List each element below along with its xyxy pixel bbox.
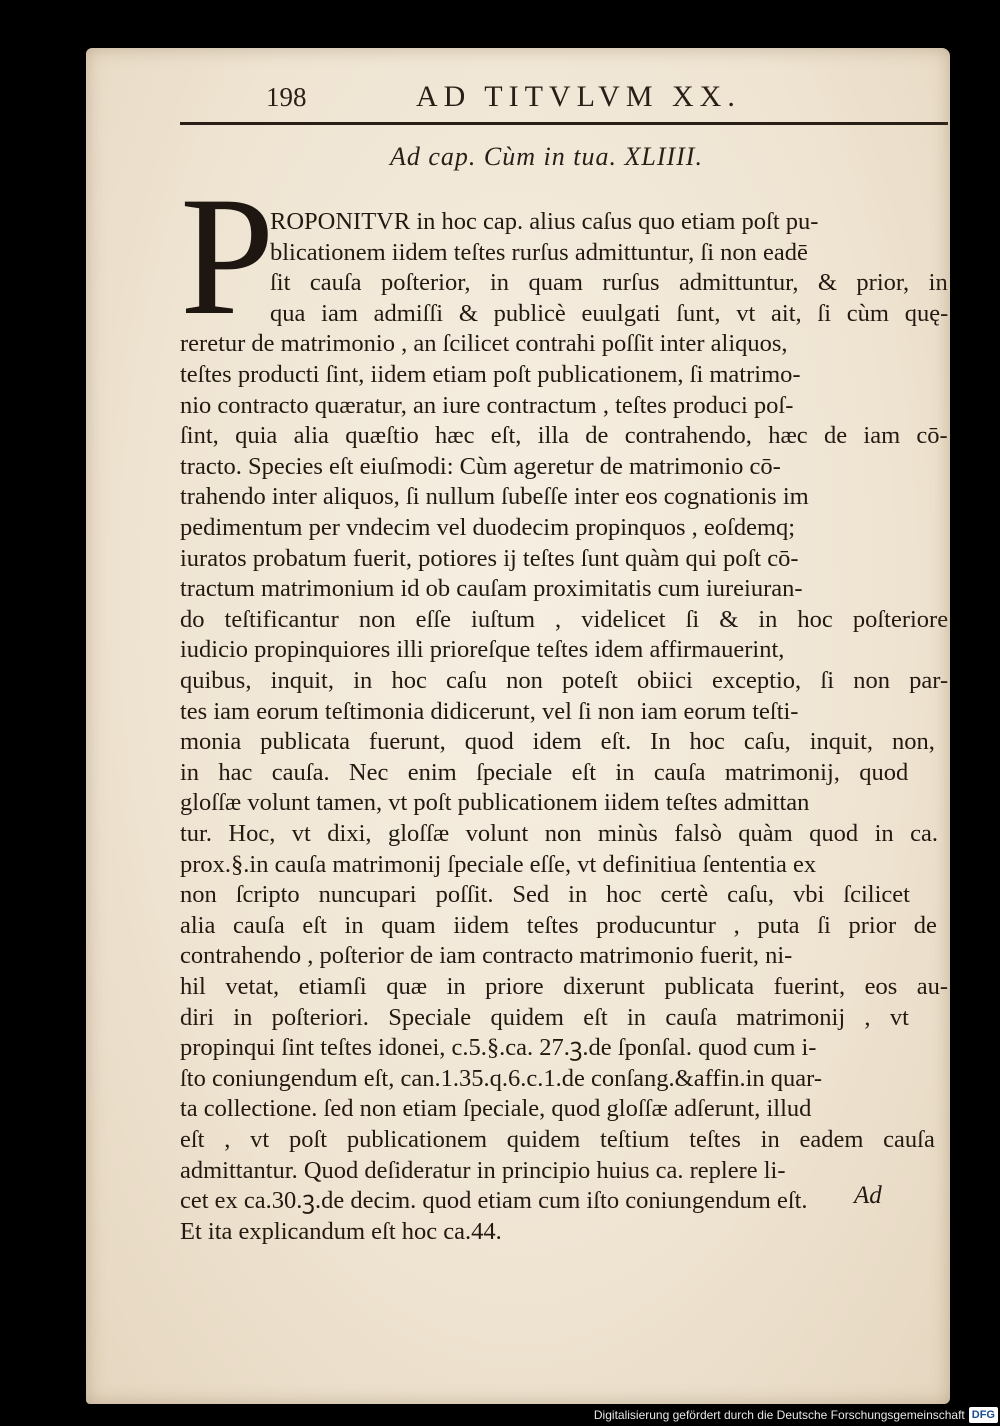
text-line: nio contracto quæratur, an iure contractum , teſtes produci poſ- — [180, 391, 794, 419]
book-page — [86, 48, 950, 1404]
text-line: pedimentum per vndecim vel duodecim propinquos , eoſdemq; — [180, 514, 796, 541]
credit-text: Digitalisierung gefördert durch die Deutsche Forschungsgemeinschaft — [593, 1408, 965, 1422]
text-line: diri in poſteriori. Speciale quidem eſt in cauſa matrimonij , vt — [180, 1003, 909, 1031]
text-line: eſt , vt poſt publicationem quidem teſtium teſtes in eadem cauſa — [180, 1126, 935, 1153]
text-line: reretur de matrimonio , an ſcilicet contrahi poſſit inter aliquos, — [180, 330, 788, 358]
text-line: teſtes producti ſint, iidem etiam poſt publicationem, ſi matrimo- — [180, 361, 801, 388]
text-line: hil vetat, etiamſi quæ in priore dixerunt publicata fuerint, eos au- — [180, 973, 949, 1000]
text-line: tractum matrimonium id ob cauſam proximitatis cum iureiuran- — [180, 575, 803, 603]
catchword: Ad — [854, 1182, 882, 1209]
text-line: ſto coniungendum eſt, can.1.35.q.6.c.1.de conſang.&affin.in quar- — [180, 1064, 823, 1092]
text-line: tracto. Species eſt eiuſmodi: Cùm ageretur de matrimonio cō- — [180, 452, 781, 480]
text-line: ſit cauſa poſterior, in quam rurſus admittuntur, & prior, in — [270, 269, 948, 297]
text-line: quibus, inquit, in hoc caſu non poteſt obiici exceptio, ſi non par- — [180, 667, 949, 694]
text-line: propinqui ſint teſtes idonei, c.5.§.ca. 27.ꝫ.de ſponſal. quod cum i- — [180, 1034, 817, 1062]
text-line: tes iam eorum teſtimonia didicerunt, vel ſi non iam eorum teſti- — [180, 697, 799, 725]
text-line: contrahendo , poſterior de iam contracto matrimonio fuerit, ni- — [180, 942, 793, 970]
text-line: tur. Hoc, vt dixi, gloſſæ volunt non minùs falsò quàm quod in ca. — [180, 820, 938, 847]
text-line: cet ex ca.30.ꝫ.de decim. quod etiam cum iſto coniungendum eſt. — [180, 1187, 808, 1215]
folio-number: 198 — [266, 82, 307, 112]
header-rule — [180, 122, 948, 125]
text-line: iuratos probatum fuerit, potiores ij teſtes ſunt quàm qui poſt cō- — [180, 544, 799, 572]
text-line: blicationem iidem teſtes rurſus admittuntur, ſi non eadē — [270, 238, 808, 266]
text-line: ROPONITVR in hoc cap. alius caſus quo etiam poſt pu- — [270, 208, 819, 235]
page-header — [266, 80, 900, 120]
digitization-credit — [594, 1404, 998, 1426]
text-line: admittantur. Quod deſideratur in principio huius ca. replere li- — [180, 1156, 786, 1184]
drop-cap-initial: P — [180, 162, 275, 350]
dfg-logo-icon: DFG — [969, 1407, 998, 1423]
text-line: gloſſæ volunt tamen, vt poſt publicationem iidem teſtes admittan — [180, 789, 810, 817]
text-line: non ſcripto nuncupari poſſit. Sed in hoc certè caſu, vbi ſcilicet — [180, 881, 910, 909]
chapter-subtitle: Ad cap. Cùm in tua. XLIIII. — [390, 142, 703, 171]
running-title: AD TITVLVM XX. — [416, 80, 741, 113]
text-line: prox.§.in cauſa matrimonij ſpeciale eſſe, vt definitiua ſententia ex — [180, 850, 817, 878]
text-line: do teſtificantur non eſſe iuſtum , videlicet ſi & in hoc poſteriore — [180, 605, 949, 633]
text-line: in hac cauſa. Nec enim ſpeciale eſt in cauſa matrimonij, quod — [180, 758, 909, 786]
text-line: Et ita explicandum eſt hoc ca.44. — [180, 1217, 502, 1245]
text-line: ſint, quia alia quæſtio hæc eſt, illa de contrahendo, hæc de iam cō- — [180, 422, 948, 450]
text-line: trahendo inter aliquos, ſi nullum ſubeſſe inter eos cognationis im — [180, 483, 809, 511]
text-line: qua iam admiſſi & publicè euulgati ſunt, vt ait, ſi cùm quę- — [270, 299, 949, 327]
text-line: alia cauſa eſt in quam iidem teſtes producuntur , puta ſi prior de — [180, 911, 937, 939]
text-line: iudicio propinquiores illi prioreſque teſtes idem affirmauerint, — [180, 636, 785, 664]
text-line: monia publicata fuerunt, quod idem eſt. In hoc caſu, inquit, non, — [180, 728, 935, 756]
text-line: ta collectione. ſed non etiam ſpeciale, quod gloſſæ adſerunt, illud — [180, 1095, 812, 1123]
